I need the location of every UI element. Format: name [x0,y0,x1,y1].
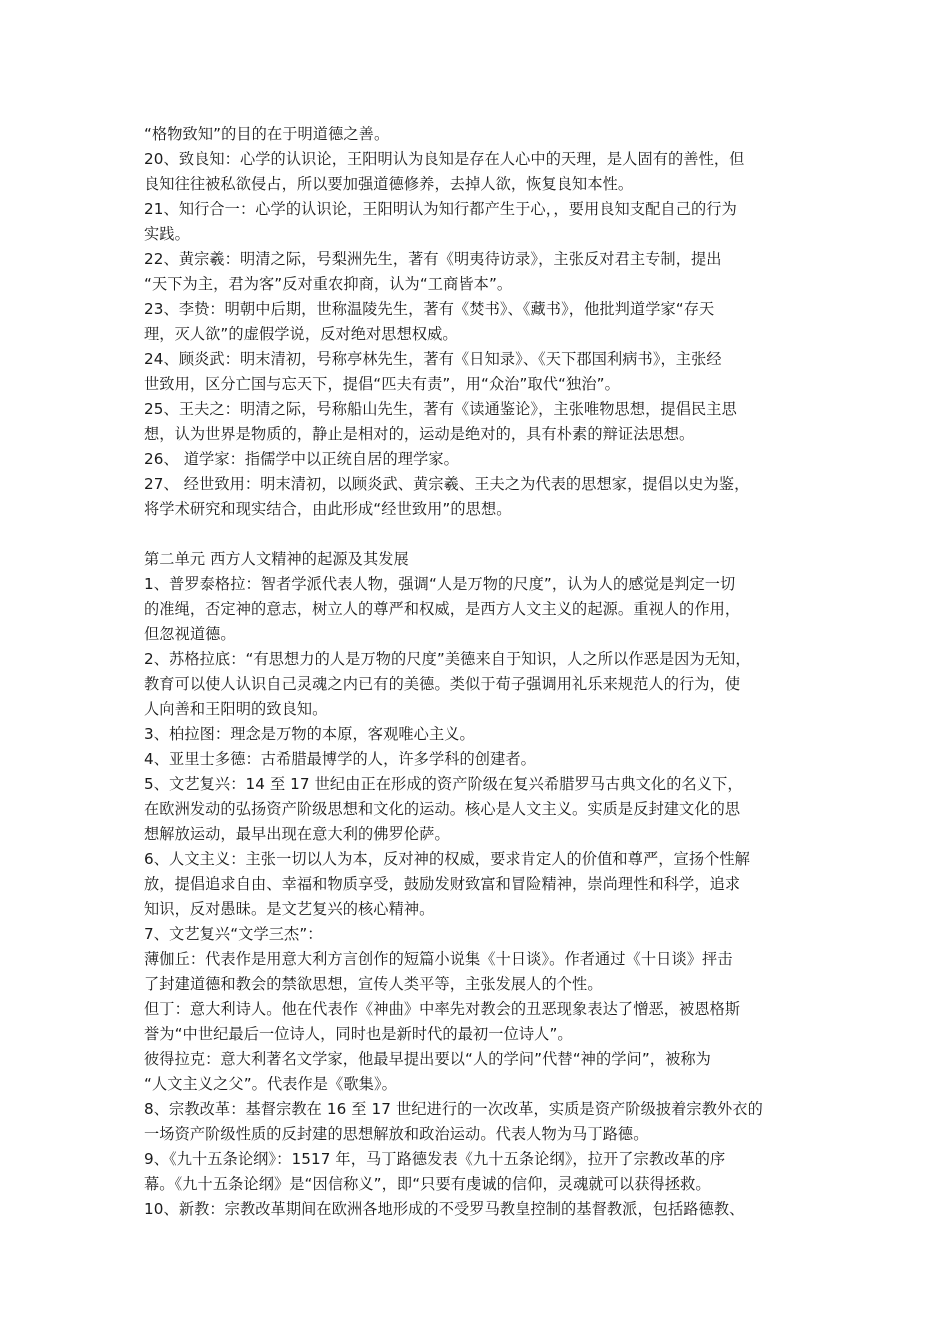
blank-line [144,522,814,547]
text-line: 23、李贽：明朝中后期，世称温陵先生，著有《焚书》、《藏书》，他批判道学家“存天 [144,300,715,318]
text-line: 想解放运动，最早出现在意大利的佛罗伦萨。 [144,825,450,843]
text-line: 1、普罗泰格拉：智者学派代表人物，强调“人是万物的尺度”，认为人的感觉是判定一切 [144,575,736,593]
text-line: 24、顾炎武：明末清初，号称亭林先生，著有《日知录》、《天下郡国利病书》，主张经 [144,350,722,368]
text-line: 6、人文主义：主张一切以人为本，反对神的权威，要求肯定人的价值和尊严，宣扬个性解 [144,850,750,868]
text-line: 良知往往被私欲侵占，所以要加强道德修养，去掉人欲，恢复良知本性。 [144,175,634,193]
text-line: 实践。 [144,225,190,243]
document-page [144,122,814,1222]
text-line: 2、苏格拉底：“有思想力的人是万物的尺度”美德来自于知识，人之所以作恶是因为无知， [144,650,751,668]
text-line: 在欧洲发动的弘扬资产阶级思想和文化的运动。核心是人文主义。实质是反封建文化的思 [144,800,741,818]
text-line: 人向善和王阳明的致良知。 [144,700,328,718]
text-line: 但丁：意大利诗人。他在代表作《神曲》中率先对教会的丑恶现象表达了憎恶，被恩格斯 [144,1000,741,1018]
text-line: 彼得拉克：意大利著名文学家，他最早提出要以“人的学问”代替“神的学问”，被称为 [144,1050,711,1068]
text-line: 25、王夫之：明清之际，号称船山先生，著有《读通鉴论》，主张唯物思想，提倡民主思 [144,400,737,418]
text-line: 誉为“中世纪最后一位诗人，同时也是新时代的最初一位诗人”。 [144,1025,573,1043]
text-line: 幕。《九十五条论纲》是“因信称义”，即“只要有虔诚的信仰，灵魂就可以获得拯救。 [144,1175,711,1193]
text-line: 一场资产阶级性质的反封建的思想解放和政治运动。代表人物为马丁路德。 [144,1125,649,1143]
text-line: “人文主义之父”。代表作是《歌集》。 [144,1075,397,1093]
text-line: 教育可以使人认识自己灵魂之内已有的美德。类似于荀子强调用礼乐来规范人的行为，使 [144,675,741,693]
text-line: 8、宗教改革：基督宗教在 16 至 17 世纪进行的一次改革，实质是资产阶级披着宗教外衣的 [144,1100,763,1118]
text-line: 了封建道德和教会的禁欲思想，宣传人类平等，主张发展人的个性。 [144,975,603,993]
text-line: 21、知行合一：心学的认识论，王阳明认为知行都产生于心，，要用良知支配自己的行为 [144,200,737,218]
text-line: 薄伽丘：代表作是用意大利方言创作的短篇小说集《十日谈》。作者通过《十日谈》抨击 [144,950,733,968]
text-line: 但忽视道德。 [144,625,236,643]
text-line: 放，提倡追求自由、幸福和物质享受，鼓励发财致富和冒险精神，崇尚理性和科学，追求 [144,875,741,893]
text-line: 20、致良知：心学的认识论，王阳明认为良知是存在人心中的天理，是人固有的善性，但 [144,150,745,168]
text-line: “格物致知”的目的在于明道德之善。 [144,125,390,143]
text-line: 10、新教：宗教改革期间在欧洲各地形成的不受罗马教皇控制的基督教派，包括路德教、 [144,1200,745,1218]
text-line: 5、文艺复兴：14 至 17 世纪由正在形成的资产阶级在复兴希腊罗马古典文化的名义下， [144,775,743,793]
text-line: 22、黄宗羲：明清之际，号梨洲先生，著有《明夷待访录》，主张反对君主专制，提出 [144,250,722,268]
text-line: 3、柏拉图：理念是万物的本原，客观唯心主义。 [144,725,475,743]
text-line: 27、 经世致用：明末清初，以顾炎武、黄宗羲、王夫之为代表的思想家，提倡以史为鉴， [144,475,750,493]
text-line: 世致用，区分亡国与忘天下，提倡“匹夫有责”，用“众治”取代“独治”。 [144,375,620,393]
text-line: 7、文艺复兴“文学三杰”： [144,925,323,943]
text-line: 第二单元 西方人文精神的起源及其发展 [144,550,409,568]
text-line: “天下为主，君为客”反对重农抑商，认为“工商皆本”。 [144,275,513,293]
text-line: 将学术研究和现实结合，由此形成“经世致用”的思想。 [144,500,512,518]
text-line: 26、 道学家：指儒学中以正统自居的理学家。 [144,450,459,468]
text-line: 4、亚里士多德：古希腊最博学的人，许多学科的创建者。 [144,750,536,768]
text-line: 知识，反对愚昧。是文艺复兴的核心精神。 [144,900,435,918]
text-line: 9、《九十五条论纲》：1517 年，马丁路德发表《九十五条论纲》，拉开了宗教改革的序 [144,1150,726,1168]
text-line: 想，认为世界是物质的，静止是相对的，运动是绝对的，具有朴素的辩证法思想。 [144,425,695,443]
text-line: 理，灭人欲”的虚假学说，反对绝对思想权威。 [144,325,458,343]
text-line: 的准绳，否定神的意志，树立人的尊严和权威，是西方人文主义的起源。重视人的作用， [144,600,741,618]
